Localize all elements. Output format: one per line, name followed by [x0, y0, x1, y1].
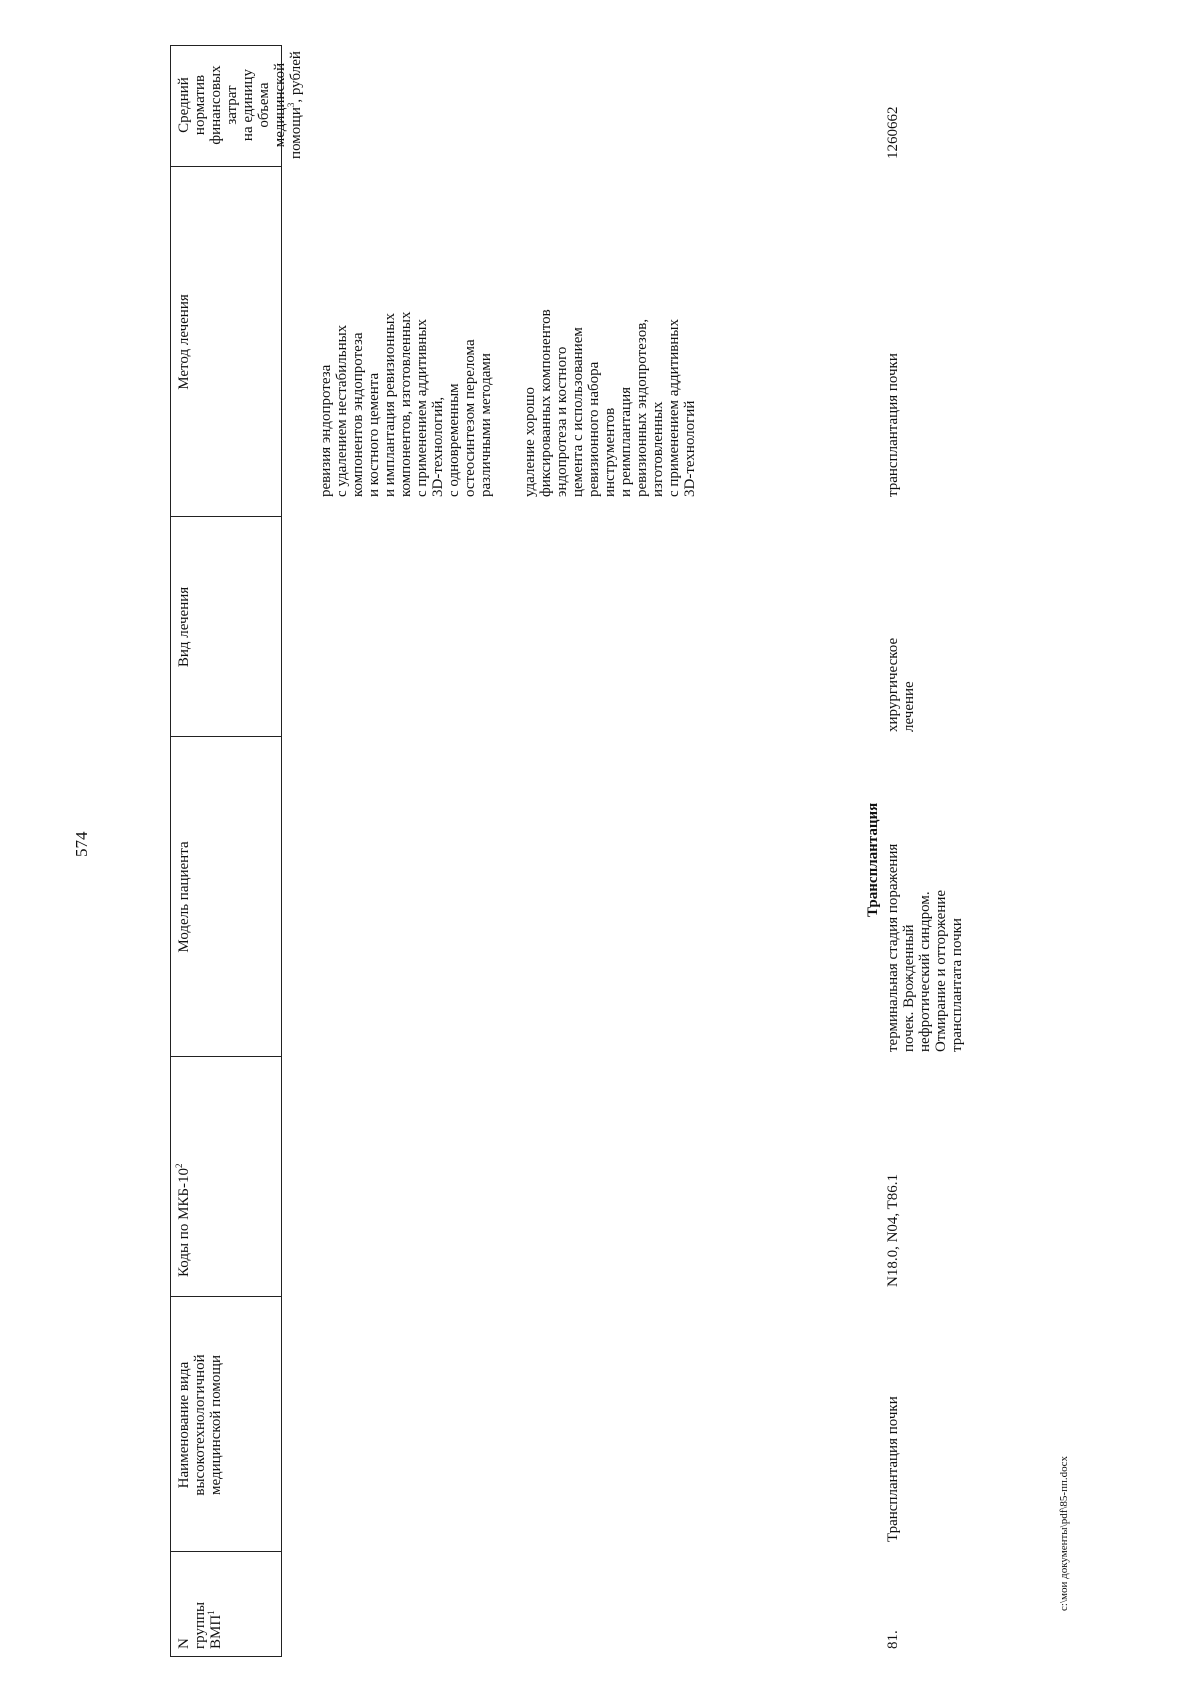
header-patient-model: Модель пациента — [176, 841, 192, 953]
row-icd-codes: N18.0, N04, T86.1 — [885, 1173, 901, 1287]
row-number: 81. — [885, 1630, 901, 1649]
column-divider — [170, 516, 282, 517]
header-treatment-method: Метод лечения — [176, 294, 192, 390]
header-icd-codes: Коды по МКБ-$10^2$ — [174, 1163, 192, 1277]
footer-file-path: c:\мои документы\pdf\85-пп.docx — [1058, 1455, 1070, 1611]
page-number: 574 — [72, 831, 91, 857]
header-group-number: N группы ВМП$^1$ — [176, 1601, 224, 1649]
row-treatment-method: трансплантация почки — [885, 353, 901, 497]
section-title: Трансплантация — [865, 802, 881, 917]
column-divider — [170, 1056, 282, 1057]
column-divider — [170, 166, 282, 167]
row-cost: 1260662 — [885, 106, 901, 159]
method-text: удаление хорошо фиксированных компонентов эндопротеза и костного цемента с использованием ревизионного набора инструментов и реимплантация ревизионных эндопротезов, изготовленных с применением аддитивных 3D-технологий — [522, 309, 698, 497]
header-care-type-name: Наименование вида высокотехнологичной медицинской помощи — [176, 1354, 224, 1496]
header-cost-standard: Средний норматив финансовых затрат на единицу объема медицинской помощи$^3$, рублей — [176, 51, 304, 159]
column-divider — [170, 1551, 282, 1552]
column-divider — [170, 1296, 282, 1297]
method-text: ревизия эндопротеза с удалением нестабильных компонентов эндопротеза и костного цемента и имплантация ревизионных компонентов, изготовленных с применением аддитивных 3D-технологий, с одновременным остеосинтезом перелома различными методами — [318, 311, 494, 497]
row-patient-model: терминальная стадия поражения почек. Врожденный нефротический синдром. Отмирание и отторжение трансплантата почки — [885, 843, 965, 1052]
row-treatment-type: хирургическое лечение — [885, 637, 917, 732]
row-care-type-name: Трансплантация почки — [885, 1396, 901, 1542]
header-treatment-type: Вид лечения — [176, 586, 192, 668]
column-divider — [170, 736, 282, 737]
